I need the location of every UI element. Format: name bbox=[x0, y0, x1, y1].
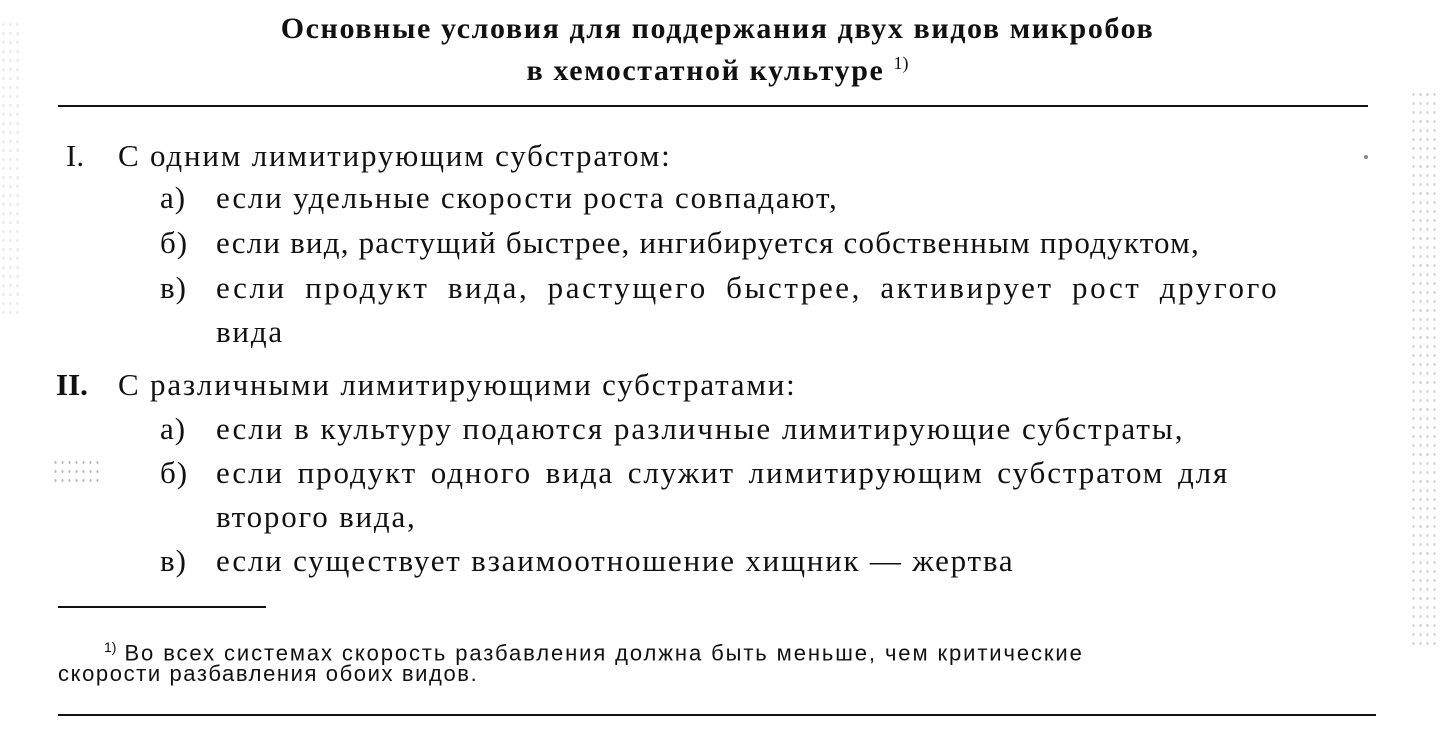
section-2-item-c-letter: в) bbox=[160, 543, 187, 578]
section-2-item-b-text: если продукт одного вида служит лимитирующим субстратом для bbox=[216, 455, 1230, 490]
table-title-line-2 bbox=[60, 46, 1375, 88]
table-title-line-1: Основные условия для поддержания двух видов микробов bbox=[280, 12, 1155, 45]
footnote-separator bbox=[58, 606, 266, 608]
section-1-item-a-letter: а) bbox=[160, 180, 187, 215]
scan-noise-right bbox=[1410, 90, 1440, 650]
bottom-rule bbox=[58, 714, 1376, 716]
section-1-item-a-text: если удельные скорости роста совпадают, bbox=[216, 180, 839, 215]
section-2-item-c-text: если существует взаимоотношение хищник — жертва bbox=[216, 543, 1015, 578]
section-2-item-a-text: если в культуру подаются различные лимитирующие субстраты, bbox=[216, 411, 1185, 446]
section-1-number: I. bbox=[66, 138, 85, 173]
section-1-heading: С одним лимитирующим субстратом: bbox=[118, 138, 672, 173]
section-2-item-b-continuation: второго вида, bbox=[216, 499, 417, 534]
footnote-marker: 1) bbox=[104, 639, 117, 655]
scan-speck bbox=[1364, 155, 1368, 159]
section-2-item-b-letter: б) bbox=[160, 455, 189, 490]
top-rule bbox=[58, 105, 1368, 107]
section-1-item-b-letter: б) bbox=[160, 225, 189, 260]
section-1-item-b-text: если вид, растущий быстрее, ингибируется собственным продуктом, bbox=[216, 225, 1200, 260]
section-1-item-c-continuation: вида bbox=[216, 314, 284, 349]
scan-noise-smudge bbox=[52, 458, 100, 488]
scan-noise-left bbox=[0, 20, 22, 320]
footnote-line-2: скорости разбавления обоих видов. bbox=[58, 661, 479, 686]
section-1-item-c-letter: в) bbox=[160, 270, 187, 305]
section-1-item-c-text: если продукт вида, растущего быстрее, активирует рост другого bbox=[216, 270, 1280, 305]
footnote-line-1-text: Во всех системах скорость разбавления должна быть меньше, чем критические bbox=[124, 640, 1084, 666]
table-title-line-2-text: в хемостатной культуре bbox=[526, 54, 885, 87]
section-2-item-a-letter: а) bbox=[160, 411, 187, 446]
footnote-reference: 1) bbox=[893, 53, 909, 73]
section-2-heading: С различными лимитирующими субстратами: bbox=[118, 367, 797, 402]
section-2-number: II. bbox=[56, 367, 88, 402]
